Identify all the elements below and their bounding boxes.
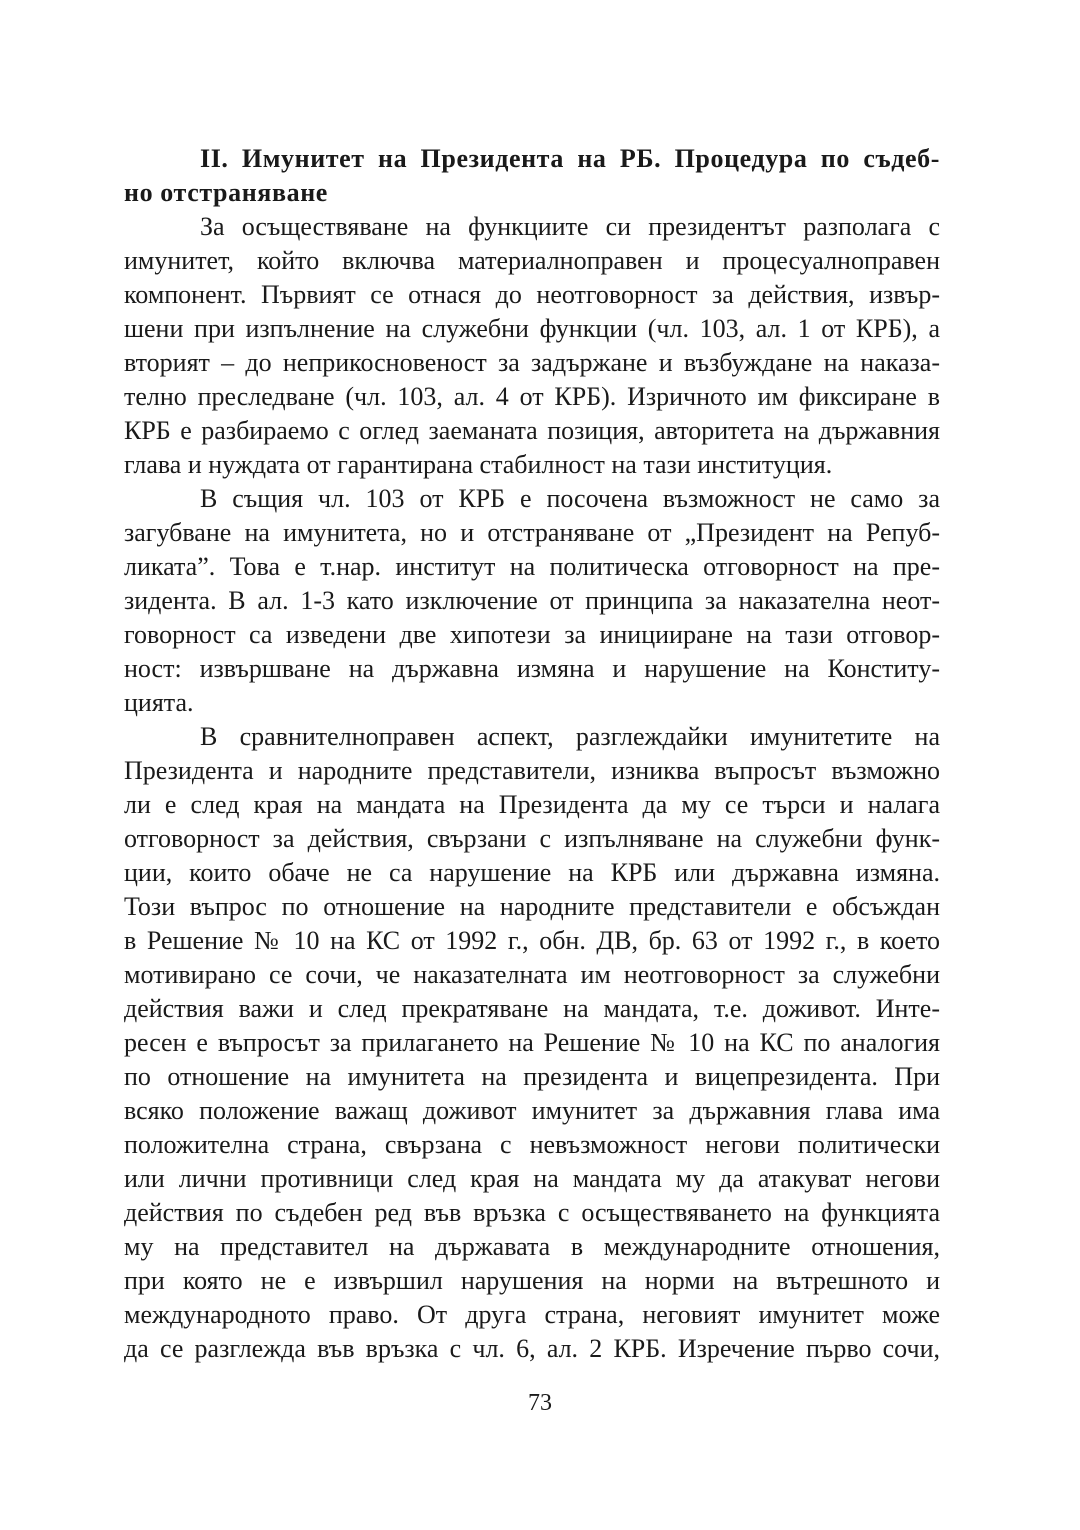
paragraph-immunity-overview bbox=[124, 210, 940, 482]
text-line: шени при изпълнение на служебни функции (чл. 103, ал. 1 от КРБ), а bbox=[124, 314, 940, 343]
text-line: международното право. От друга страна, неговият имунитет може bbox=[124, 1300, 940, 1329]
text-line: всяко положение важащ доживот имунитет за държавния глава има bbox=[124, 1096, 940, 1125]
text-line: компонент. Първият се отнася до неотговорност за действия, извър- bbox=[124, 280, 940, 309]
text-line: В същия чл. 103 от КРБ е посочена възможност не само за bbox=[200, 484, 940, 513]
text-line: цията. bbox=[124, 688, 194, 717]
text-line: телно преследване (чл. 103, ал. 4 от КРБ). Изричното им фиксиране в bbox=[124, 382, 940, 411]
text-line: действия по съдебен ред във връзка с осъществяването на функцията bbox=[124, 1198, 940, 1227]
document-page bbox=[124, 142, 940, 1366]
text-line: по отношение на имунитета на президента и вицепрезидента. При bbox=[124, 1062, 940, 1091]
text-line: ликата”. Това е т.нар. институт на политическа отговорност на пре- bbox=[124, 552, 940, 581]
text-line: имунитет, който включва материалноправен и процесуалноправен bbox=[124, 246, 940, 275]
text-line: глава и нуждата от гарантирана стабилност на тази институция. bbox=[124, 450, 833, 479]
text-line: ции, които обаче не са нарушение на КРБ или държавна измяна. bbox=[124, 858, 940, 887]
text-line: вторият – до неприкосновеност за задържане и възбуждане на наказа- bbox=[124, 348, 940, 377]
text-line: КРБ е разбираемо с оглед заеманата позиция, авторитета на държавния bbox=[124, 416, 940, 445]
page-number: 73 bbox=[528, 1390, 552, 1416]
text-line: За осъществяване на функциите си президентът разполага с bbox=[200, 212, 940, 241]
text-line: Президента и народните представители, изниква въпросът възможно bbox=[124, 756, 940, 785]
text-line: ресен е въпросът за прилагането на Решение № 10 на КС по аналогия bbox=[124, 1028, 940, 1057]
text-line: положителна страна, свързана с невъзможност негови политически bbox=[124, 1130, 940, 1159]
text-line: при която не е извършил нарушения на норми на вътрешното и bbox=[124, 1266, 940, 1295]
text-line: в Решение № 10 на КС от 1992 г., обн. ДВ, бр. 63 от 1992 г., в което bbox=[124, 926, 940, 955]
text-line: зидента. В ал. 1-3 като изключение от принципа за наказателна неот- bbox=[124, 586, 940, 615]
text-line: В сравнителноправен аспект, разглеждайки имунитетите на bbox=[200, 722, 940, 751]
paragraph-political-responsibility bbox=[124, 482, 940, 720]
text-line: му на представител на държавата в международните отношения, bbox=[124, 1232, 940, 1261]
text-line: отговорност за действия, свързани с изпълняване на служебни функ- bbox=[124, 824, 940, 853]
text-line: ност: извършване на държавна измяна и нарушение на Конститу- bbox=[124, 654, 940, 683]
text-line: действия важи и след прекратяване на мандата, т.е. доживот. Инте- bbox=[124, 994, 940, 1023]
text-line: да се разглежда във връзка с чл. 6, ал. 2 КРБ. Изречение първо сочи, bbox=[124, 1334, 940, 1363]
heading-line: но отстраняване bbox=[124, 178, 328, 207]
text-line: говорност са изведени две хипотези за иницииране на тази отговор- bbox=[124, 620, 940, 649]
text-line: Този въпрос по отношение на народните представители е обсъждан bbox=[124, 892, 940, 921]
text-line: загубване на имунитета, но и отстраняване от „Президент на Репуб- bbox=[124, 518, 940, 547]
text-line: ли е след края на мандата на Президента да му се търси и налага bbox=[124, 790, 940, 819]
paragraph-comparative-aspect bbox=[124, 720, 940, 1366]
text-line: или лични противници след края на мандата му да атакуват негови bbox=[124, 1164, 940, 1193]
text-line: мотивирано се сочи, че наказателната им неотговорност за служебни bbox=[124, 960, 940, 989]
section-heading bbox=[124, 142, 940, 210]
heading-line: II. Имунитет на Президента на РБ. Процедура по съдеб- bbox=[200, 144, 940, 173]
